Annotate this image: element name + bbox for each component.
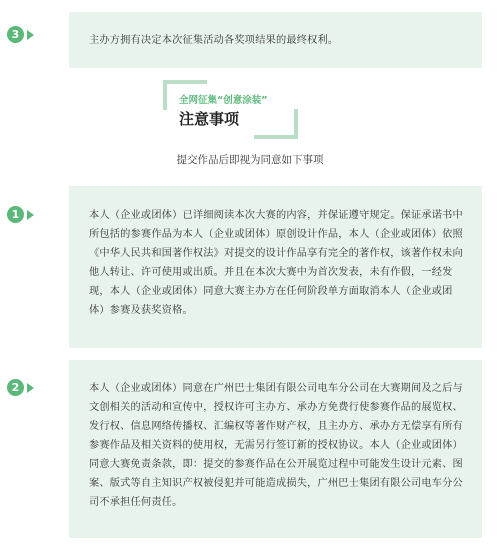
intro-text: 提交作品后即视为同意如下事项: [176, 154, 324, 166]
arrow-icon: [27, 383, 34, 393]
frame-corner-bottom-right: [254, 109, 298, 139]
section-subtitle: 全网征集“创意涂装”: [179, 95, 268, 106]
section-heading: 注意事项: [179, 110, 240, 128]
step-badge-2: 2: [7, 379, 24, 396]
arrow-icon: [27, 30, 34, 40]
item-text-2: 本人（企业或团体）同意在广州巴士集团有限公司电车分公司在大赛期间及之后与文创相关的活动和宣传中，授权许可主办方、承办方免费行使参赛作品的展览权、发行权、信息网络传播权、汇编权等著作财产权，且主办方、承办方无偿享有所有参赛作品及相关资料的使用权，无需另行签订新的授权协议。本人（企业或团体）同意大赛免责条款，即：提交的参赛作品在公开展览过程中可能发生设计元素、图案、版式等自主知识产权被侵犯并可能造成损失，广州巴士集团有限公司电车分公司不承担任何责任。: [89, 383, 463, 508]
step-badge-1: 1: [7, 206, 24, 223]
step-badge-3: 3: [7, 26, 24, 43]
section-title: [163, 80, 298, 139]
item-card-1: [69, 186, 482, 348]
note-text-3: 主办方拥有决定本次征集活动各奖项结果的最终权利。: [89, 35, 339, 46]
item-card-2: [69, 360, 482, 538]
item-text-1: 本人（企业或团体）已详细阅读本次大赛的内容，并保证遵守规定。保证承诺书中所包括的参赛作品为本人（企业或团体）原创设计作品，本人（企业或团体）依照《中华人民共和国著作权法》对提交的设计作品享有完全的著作权，该著作权未向他人转让、许可使用或出质。并且在本次大赛中为首次发表，未有作假，一经发现，本人（企业或团体）同意大赛主办方在任何阶段单方面取消本人（企业或团体）参赛及获奖资格。: [89, 210, 463, 316]
note-card-3: [69, 12, 482, 68]
arrow-icon: [27, 210, 34, 220]
